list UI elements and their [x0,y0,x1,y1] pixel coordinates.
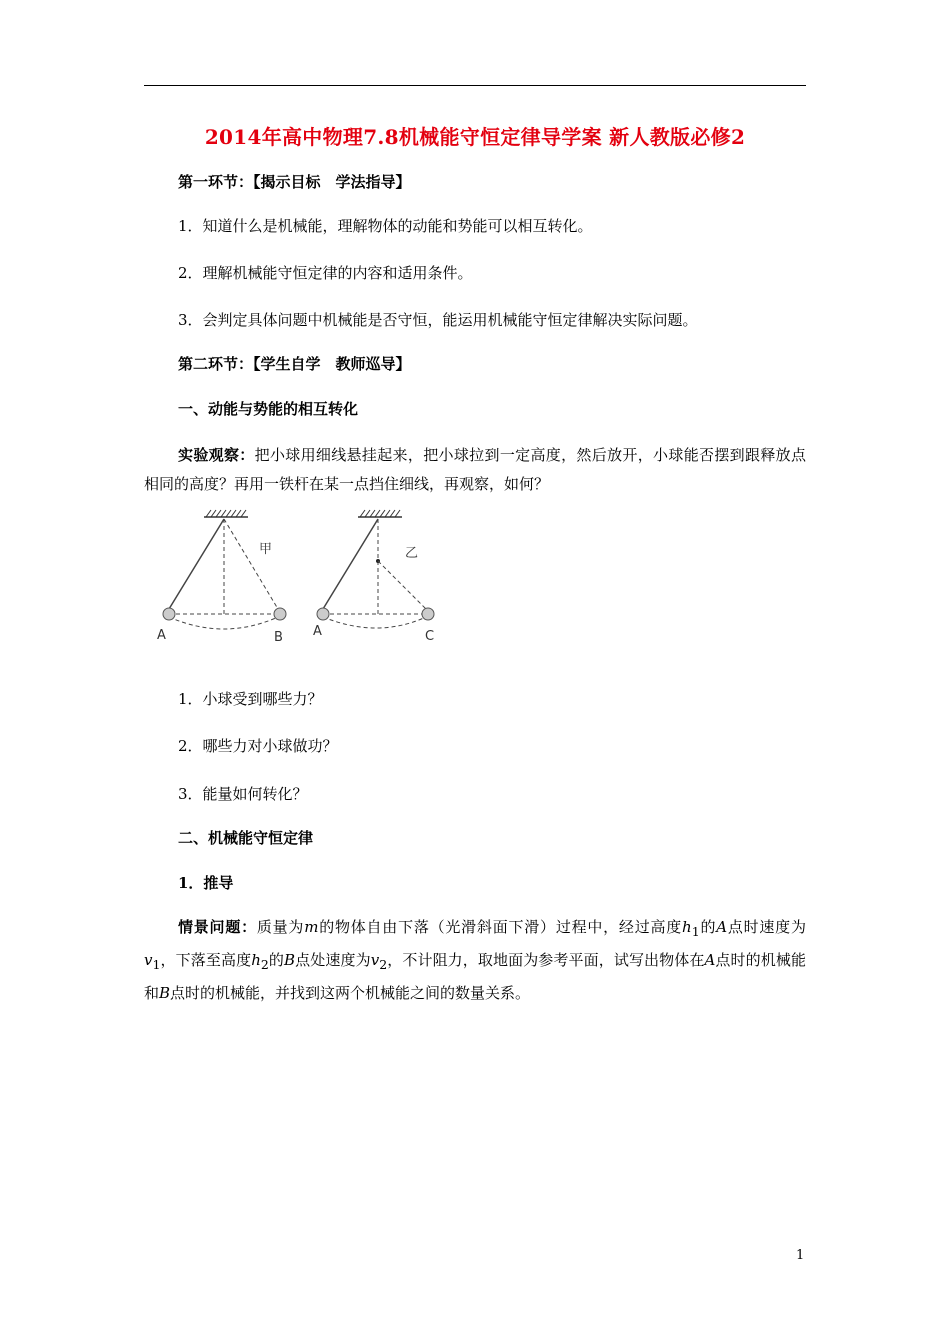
point-label: C [425,629,435,644]
scenario-text: 点时的机械能，并找到这两个机械能之间的数量关系。 [170,984,531,1002]
page-number: 1 [796,1248,805,1263]
scenario-text: 点处速度为 [295,951,371,969]
symbol-A: A [704,951,716,969]
question-item: 2．哪些力对小球做功？ [178,737,338,755]
objective-item: 1．知道什么是机械能，理解物体的动能和势能可以相互转化。 [178,217,593,235]
header-rule [144,85,806,86]
question-item: 1．小球受到哪些力？ [178,690,323,708]
scenario-text: 的物体自由下落（光滑斜面下滑）过程中，经过高度 [318,918,683,936]
symbol-A: A [716,918,728,936]
objective-item: 2．理解机械能守恒定律的内容和适用条件。 [178,264,473,282]
subscript: 2 [379,957,388,972]
part1-heading: 一、动能与势能的相互转化 [178,400,359,418]
point-label: A [157,628,166,643]
scenario-text: 质量为 [256,918,305,936]
objective-item: 3．会判定具体问题中机械能是否守恒，能运用机械能守恒定律解决实际问题。 [178,311,698,329]
symbol-h1: h [682,918,692,936]
section2-heading: 第二环节：【学生自学 教师巡导】 [178,355,411,373]
figure-mark-left: 甲 [259,542,273,557]
experiment-text: 把小球用细线悬挂起来，把小球拉到一定高度，然后放开，小球能否摆到跟释放点相同的高度？再用一铁杆在某一点挡住细线，再观察，如何？ [144,446,806,493]
page-title: 2014年高中物理7.8机械能守恒定律导学案 新人教版必修2 [204,125,746,149]
scenario-text: ，不计阻力，取地面为参考平面，试写出物体在 [387,951,705,969]
scenario-text: 点时的机械能和 [144,951,806,1002]
subscript: 1 [152,957,161,972]
pendulum-left [157,510,286,645]
part2-heading: 二、机械能守恒定律 [178,829,314,847]
part2-subheading: 1．推导 [178,874,234,892]
subscript: 2 [260,957,269,972]
experiment-paragraph [144,441,806,499]
symbol-m: m [304,918,319,936]
symbol-h2: h [251,951,261,969]
scenario-text: 点时速度为 [727,918,806,936]
question-item: 3．能量如何转化？ [178,785,308,803]
experiment-lead: 实验观察： [178,446,255,464]
scenario-paragraph [144,913,806,1008]
pendulum-figure [140,505,450,655]
subscript: 1 [691,924,700,939]
symbol-B: B [159,984,171,1002]
scenario-text: 的 [268,951,285,969]
symbol-v2: v [370,951,380,969]
symbol-B: B [284,951,296,969]
section1-heading: 第一环节：【揭示目标 学法指导】 [178,173,411,191]
figure-mark-right: 乙 [405,546,419,561]
point-label: A [313,624,322,639]
scenario-text: 的 [699,918,717,936]
scenario-lead: 情景问题： [178,918,257,936]
pendulum-right [313,510,434,644]
symbol-v1: v [144,951,153,969]
scenario-text: ，下落至高度 [160,951,252,969]
point-label: B [274,630,283,645]
